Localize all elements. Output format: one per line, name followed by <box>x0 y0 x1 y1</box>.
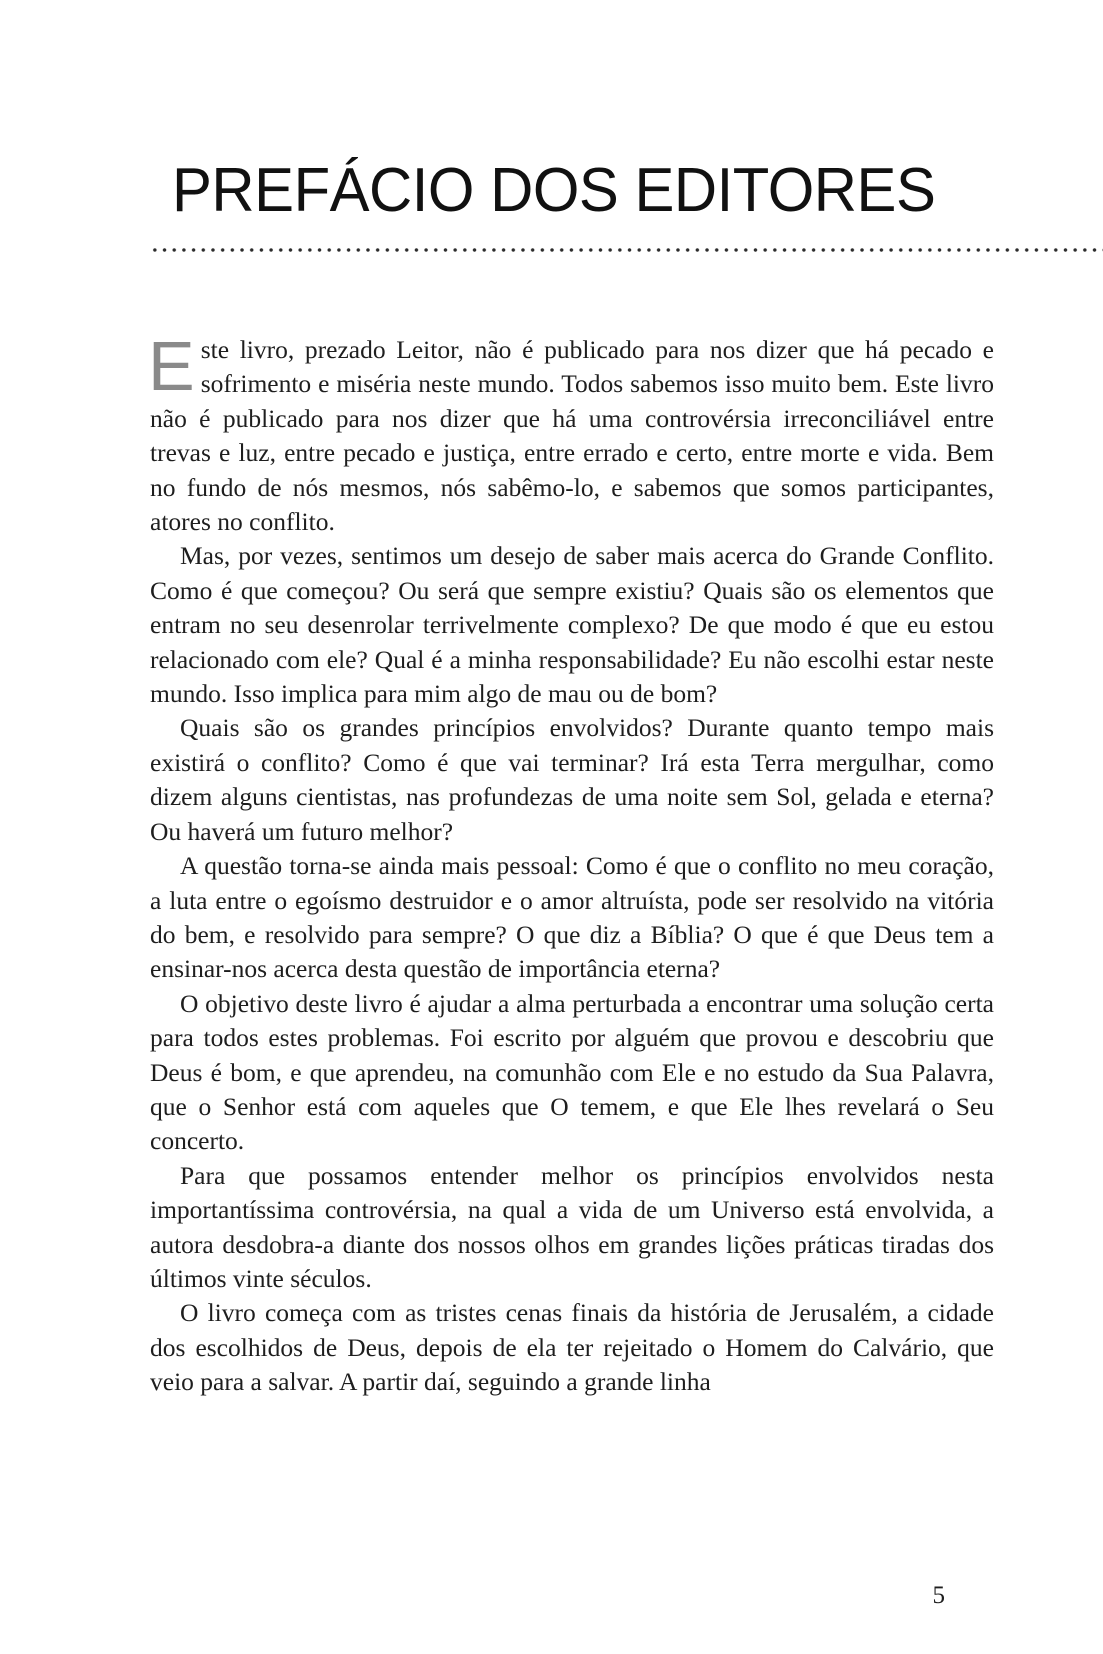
paragraph <box>148 327 994 539</box>
paragraph: A questão torna-se ainda mais pessoal: Como é que o conflito no meu coração, a luta entre o egoísmo destruidor e o amor altruísta, pode ser resolvido na vitória do bem, e resolvido para sempre? O que diz a Bíblia? O que é que Deus tem a ensinar-nos acerca desta questão de importância eterna? <box>150 851 994 984</box>
drop-cap: E <box>148 327 195 405</box>
chapter-title: PREFÁCIO DOS EDITORES <box>172 156 936 225</box>
paragraph: Mas, por vezes, sentimos um desejo de saber mais acerca do Grande Conflito. Como é que começou? Ou será que sempre existiu? Quais são os elementos que entram no seu desenrolar terrivelmente complexo? De que modo é que eu estou relacionado com ele? Qual é a minha responsabilidade? Eu não escolhi estar neste mundo. Isso implica para mim algo de mau ou de bom? <box>150 541 994 709</box>
paragraph: O livro começa com as tristes cenas finais da história de Jerusalém, a cidade dos escolhidos de Deus, depois de ela ter rejeitado o Homem do Calvário, que veio para a salvar. A partir daí, seguindo a grande linha <box>150 1298 994 1397</box>
dotted-divider <box>150 247 1103 253</box>
paragraph: O objetivo deste livro é ajudar a alma perturbada a encontrar uma solução certa para todos estes problemas. Foi escrito por alguém que provou e descobriu que Deus é bom, e que aprendeu, na comunhão com Ele e no estudo da Sua Palavra, que o Senhor está com aqueles que O temem, e que Ele lhes revelará o Seu concerto. <box>150 988 994 1156</box>
page-number: 5 <box>932 1582 945 1609</box>
body-text <box>148 327 994 1400</box>
paragraph: Quais são os grandes princípios envolvidos? Durante quanto tempo mais existirá o conflito? Como é que vai terminar? Irá esta Terra mergulhar, como dizem alguns cientistas, nas profundezas de uma noite sem Sol, gelada e eterna? Ou haverá um futuro melhor? <box>150 713 994 846</box>
paragraph: Para que possamos entender melhor os princípios envolvidos nesta importantíssima controvérsia, na qual a vida de um Universo está envolvida, a autora desdobra-a diante dos nossos olhos em grandes lições práticas tiradas dos últimos vinte séculos. <box>150 1160 994 1293</box>
paragraph-text: ste livro, prezado Leitor, não é publicado para nos dizer que há pecado e sofrimento e miséria neste mundo. Todos sabemos isso muito bem. Este livro não é publicado para nos dizer que há uma controvérsia irreconciliável entre trevas e luz, entre pecado e justiça, entre errado e certo, entre morte e vida. Bem no fundo de nós mesmos, nós sabêmo-lo, e sabemos que somos participantes, atores no conflito. <box>150 335 994 537</box>
